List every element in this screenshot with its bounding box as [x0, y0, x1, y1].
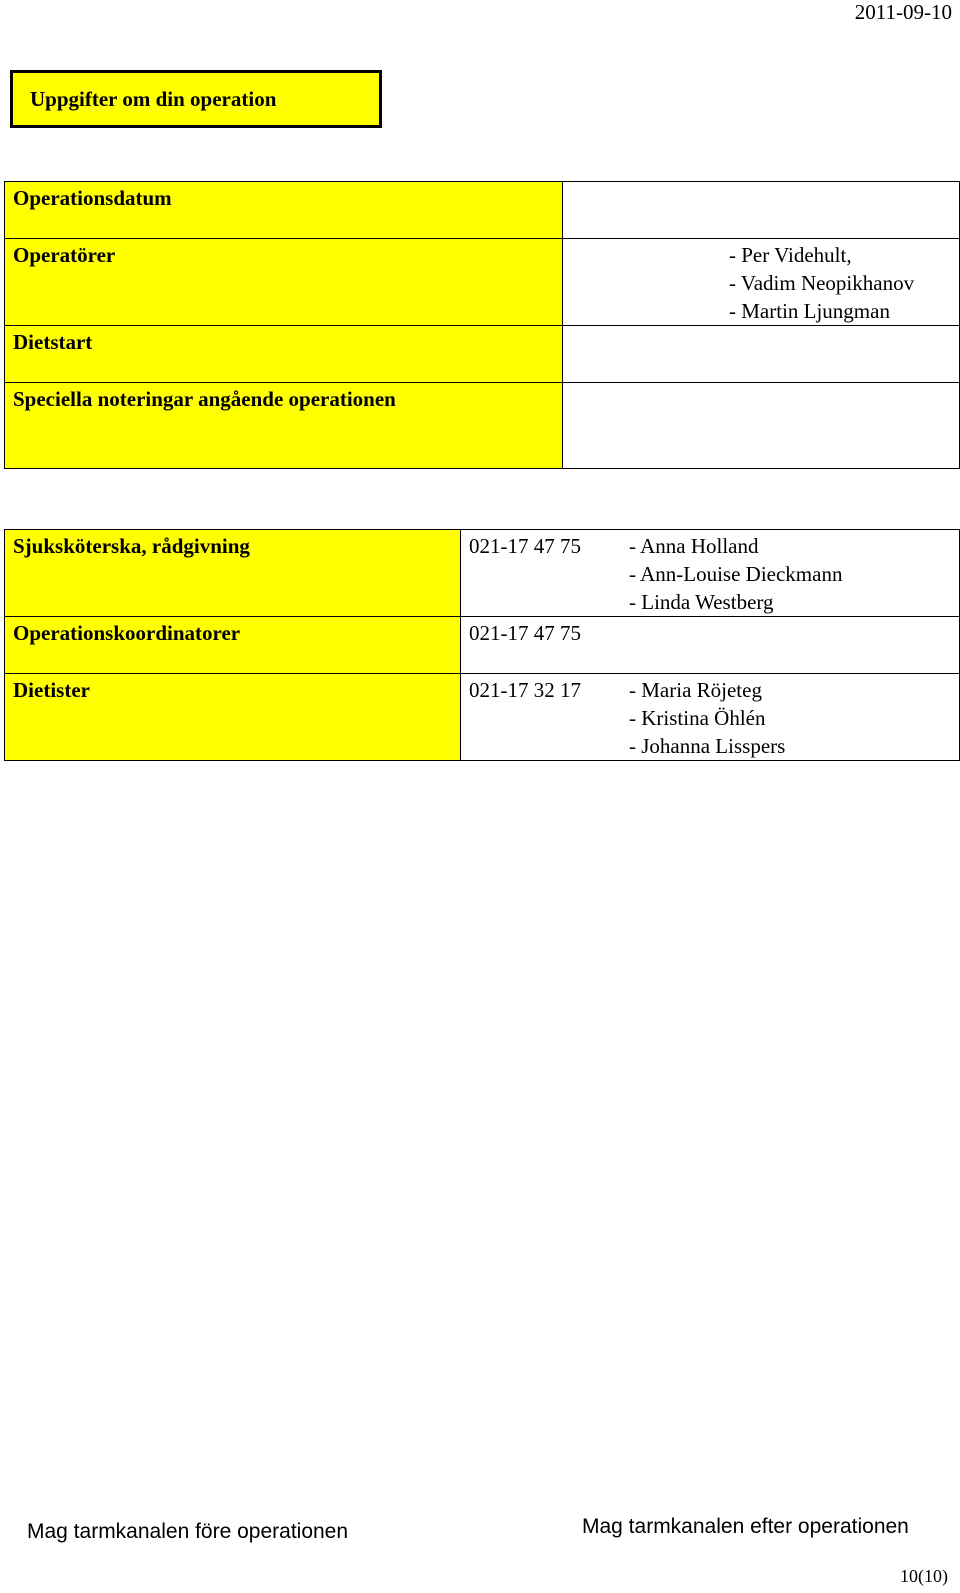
operation-info-table	[4, 181, 960, 469]
table-row	[5, 182, 960, 239]
contacts-table	[4, 529, 960, 761]
row-label-diet-start: Dietstart	[5, 326, 563, 383]
table-row	[5, 326, 960, 383]
section-title-box	[10, 70, 382, 128]
table-row	[5, 674, 960, 761]
footer-left-text: Mag tarmkanalen före operationen	[27, 1520, 349, 1543]
contact-phone-coordinators: 021-17 47 75	[461, 617, 630, 674]
row-value-operation-date	[563, 182, 960, 239]
section-title: Uppgifter om din operation	[30, 86, 277, 111]
row-value-special-notes	[563, 383, 960, 469]
contact-name: - Anna Holland	[629, 534, 759, 558]
operator-name: - Per Videhult,	[729, 243, 852, 267]
contact-name: - Johanna Lisspers	[629, 734, 786, 758]
contact-phone-dietitians: 021-17 32 17	[461, 674, 630, 761]
table-row	[5, 239, 960, 326]
contact-name: - Maria Röjeteg	[629, 678, 762, 702]
contact-label-nurse: Sjuksköterska, rådgivning	[5, 530, 461, 617]
contact-name: - Ann-Louise Dieckmann	[629, 562, 843, 586]
page-number: 10(10)	[900, 1566, 948, 1586]
contact-label-coordinators: Operationskoordinatorer	[5, 617, 461, 674]
contact-names-nurse	[629, 530, 960, 617]
table-row	[5, 530, 960, 617]
document-date: 2011-09-10	[854, 0, 952, 24]
contact-names-dietitians	[629, 674, 960, 761]
contact-names-coordinators	[629, 617, 960, 674]
row-label-operators: Operatörer	[5, 239, 563, 326]
table-row	[5, 617, 960, 674]
contact-name: - Kristina Öhlén	[629, 706, 766, 730]
row-label-operation-date: Operationsdatum	[5, 182, 563, 239]
table-row	[5, 383, 960, 469]
row-label-special-notes: Speciella noteringar angående operationen	[5, 383, 563, 469]
footer-right-text: Mag tarmkanalen efter operationen	[582, 1515, 909, 1538]
operator-name: - Vadim Neopikhanov	[729, 271, 915, 295]
contact-name: - Linda Westberg	[629, 590, 774, 614]
operator-name: - Martin Ljungman	[729, 299, 890, 323]
contact-phone-nurse: 021-17 47 75	[461, 530, 630, 617]
row-value-diet-start	[563, 326, 960, 383]
contact-label-dietitians: Dietister	[5, 674, 461, 761]
row-value-operators	[563, 239, 960, 326]
